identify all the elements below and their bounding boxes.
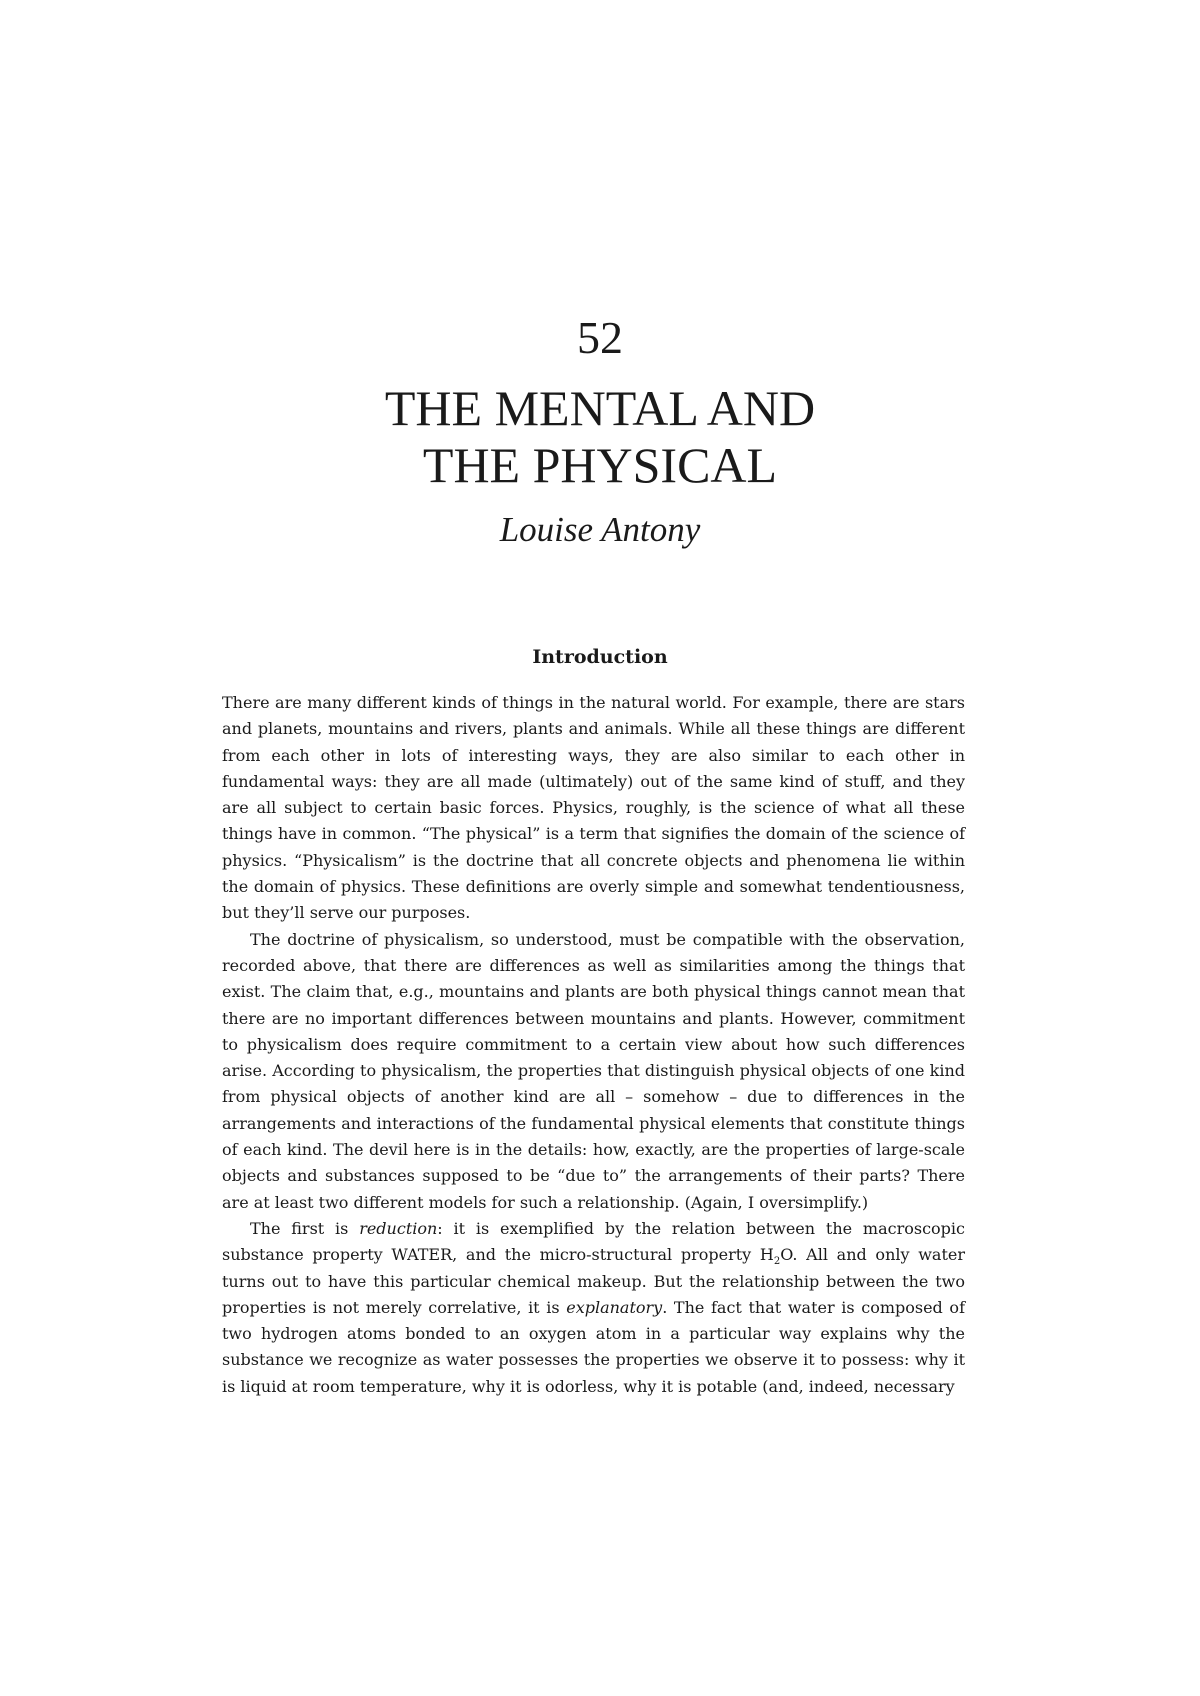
paragraph-3 [222, 1216, 965, 1400]
body-text [222, 690, 965, 1400]
chapter-title [0, 380, 1200, 494]
paragraph-3-end: . The fact that water is composed of two hydrogen atoms bonded to an oxygen atom in a particular way explains why the substance we recognize as water possesses the properties we observe it to possess: why it is liquid at room temperature, why it is odorless, why it is potable (and, indeed, necessary [222, 1297, 965, 1396]
paragraph-3-mid-2: O. All and only water turns out to have this particular chemical makeup. But the relationship between the two properties is not merely correlative, it is [222, 1245, 965, 1317]
subscript-2: 2 [773, 1256, 781, 1268]
paragraph-1: There are many different kinds of things in the natural world. For example, there are stars and planets, mountains and rivers, plants and animals. While all these things are different from each other in lots of interesting ways, they are also similar to each other in fundamental ways: they are all made (ultimately) out of the same kind of stuff, and they are all subject to certain basic forces. Physics, roughly, is the science of what all these things have in common. “The physical” is a term that signifies the domain of the science of physics. “Physicalism” is the doctrine that all concrete objects and phenomena lie within the domain of physics. These definitions are overly simple and somewhat tendentiousness, but they’ll serve our purposes. [222, 693, 965, 923]
term-explanatory: explanatory [566, 1297, 663, 1317]
chapter-title-line-2: THE PHYSICAL [422, 437, 778, 493]
paragraph-3-mid-1: : it is exemplified by the relation between the macroscopic substance property WATER, and the micro-structural property H [222, 1218, 965, 1265]
section-heading: Introduction [532, 646, 668, 668]
term-reduction: reduction [359, 1218, 438, 1238]
chapter-number: 52 [577, 312, 623, 363]
paragraph-2: The doctrine of physicalism, so understood, must be compatible with the observation, recorded above, that there are differences as well as similarities among the things that exist. The claim that, e.g., mountains and plants are both physical things cannot mean that there are no important differences between mountains and plants. However, commitment to physicalism does require commitment to a certain view about how such differences arise. According to physicalism, the properties that distinguish physical objects of one kind from physical objects of another kind are all – somehow – due to differences in the arrangements and interactions of the fundamental physical elements that constitute things of each kind. The devil here is in the details: how, exactly, are the properties of large-scale objects and substances supposed to be “due to” the arrangements of their parts? There are at least two different models for such a relationship. (Again, I oversimplify.) [222, 929, 965, 1212]
author-name: Louise Antony [499, 510, 701, 549]
chapter-title-line-1: THE MENTAL AND [384, 380, 816, 436]
paragraph-3-start: The first is [250, 1218, 360, 1238]
